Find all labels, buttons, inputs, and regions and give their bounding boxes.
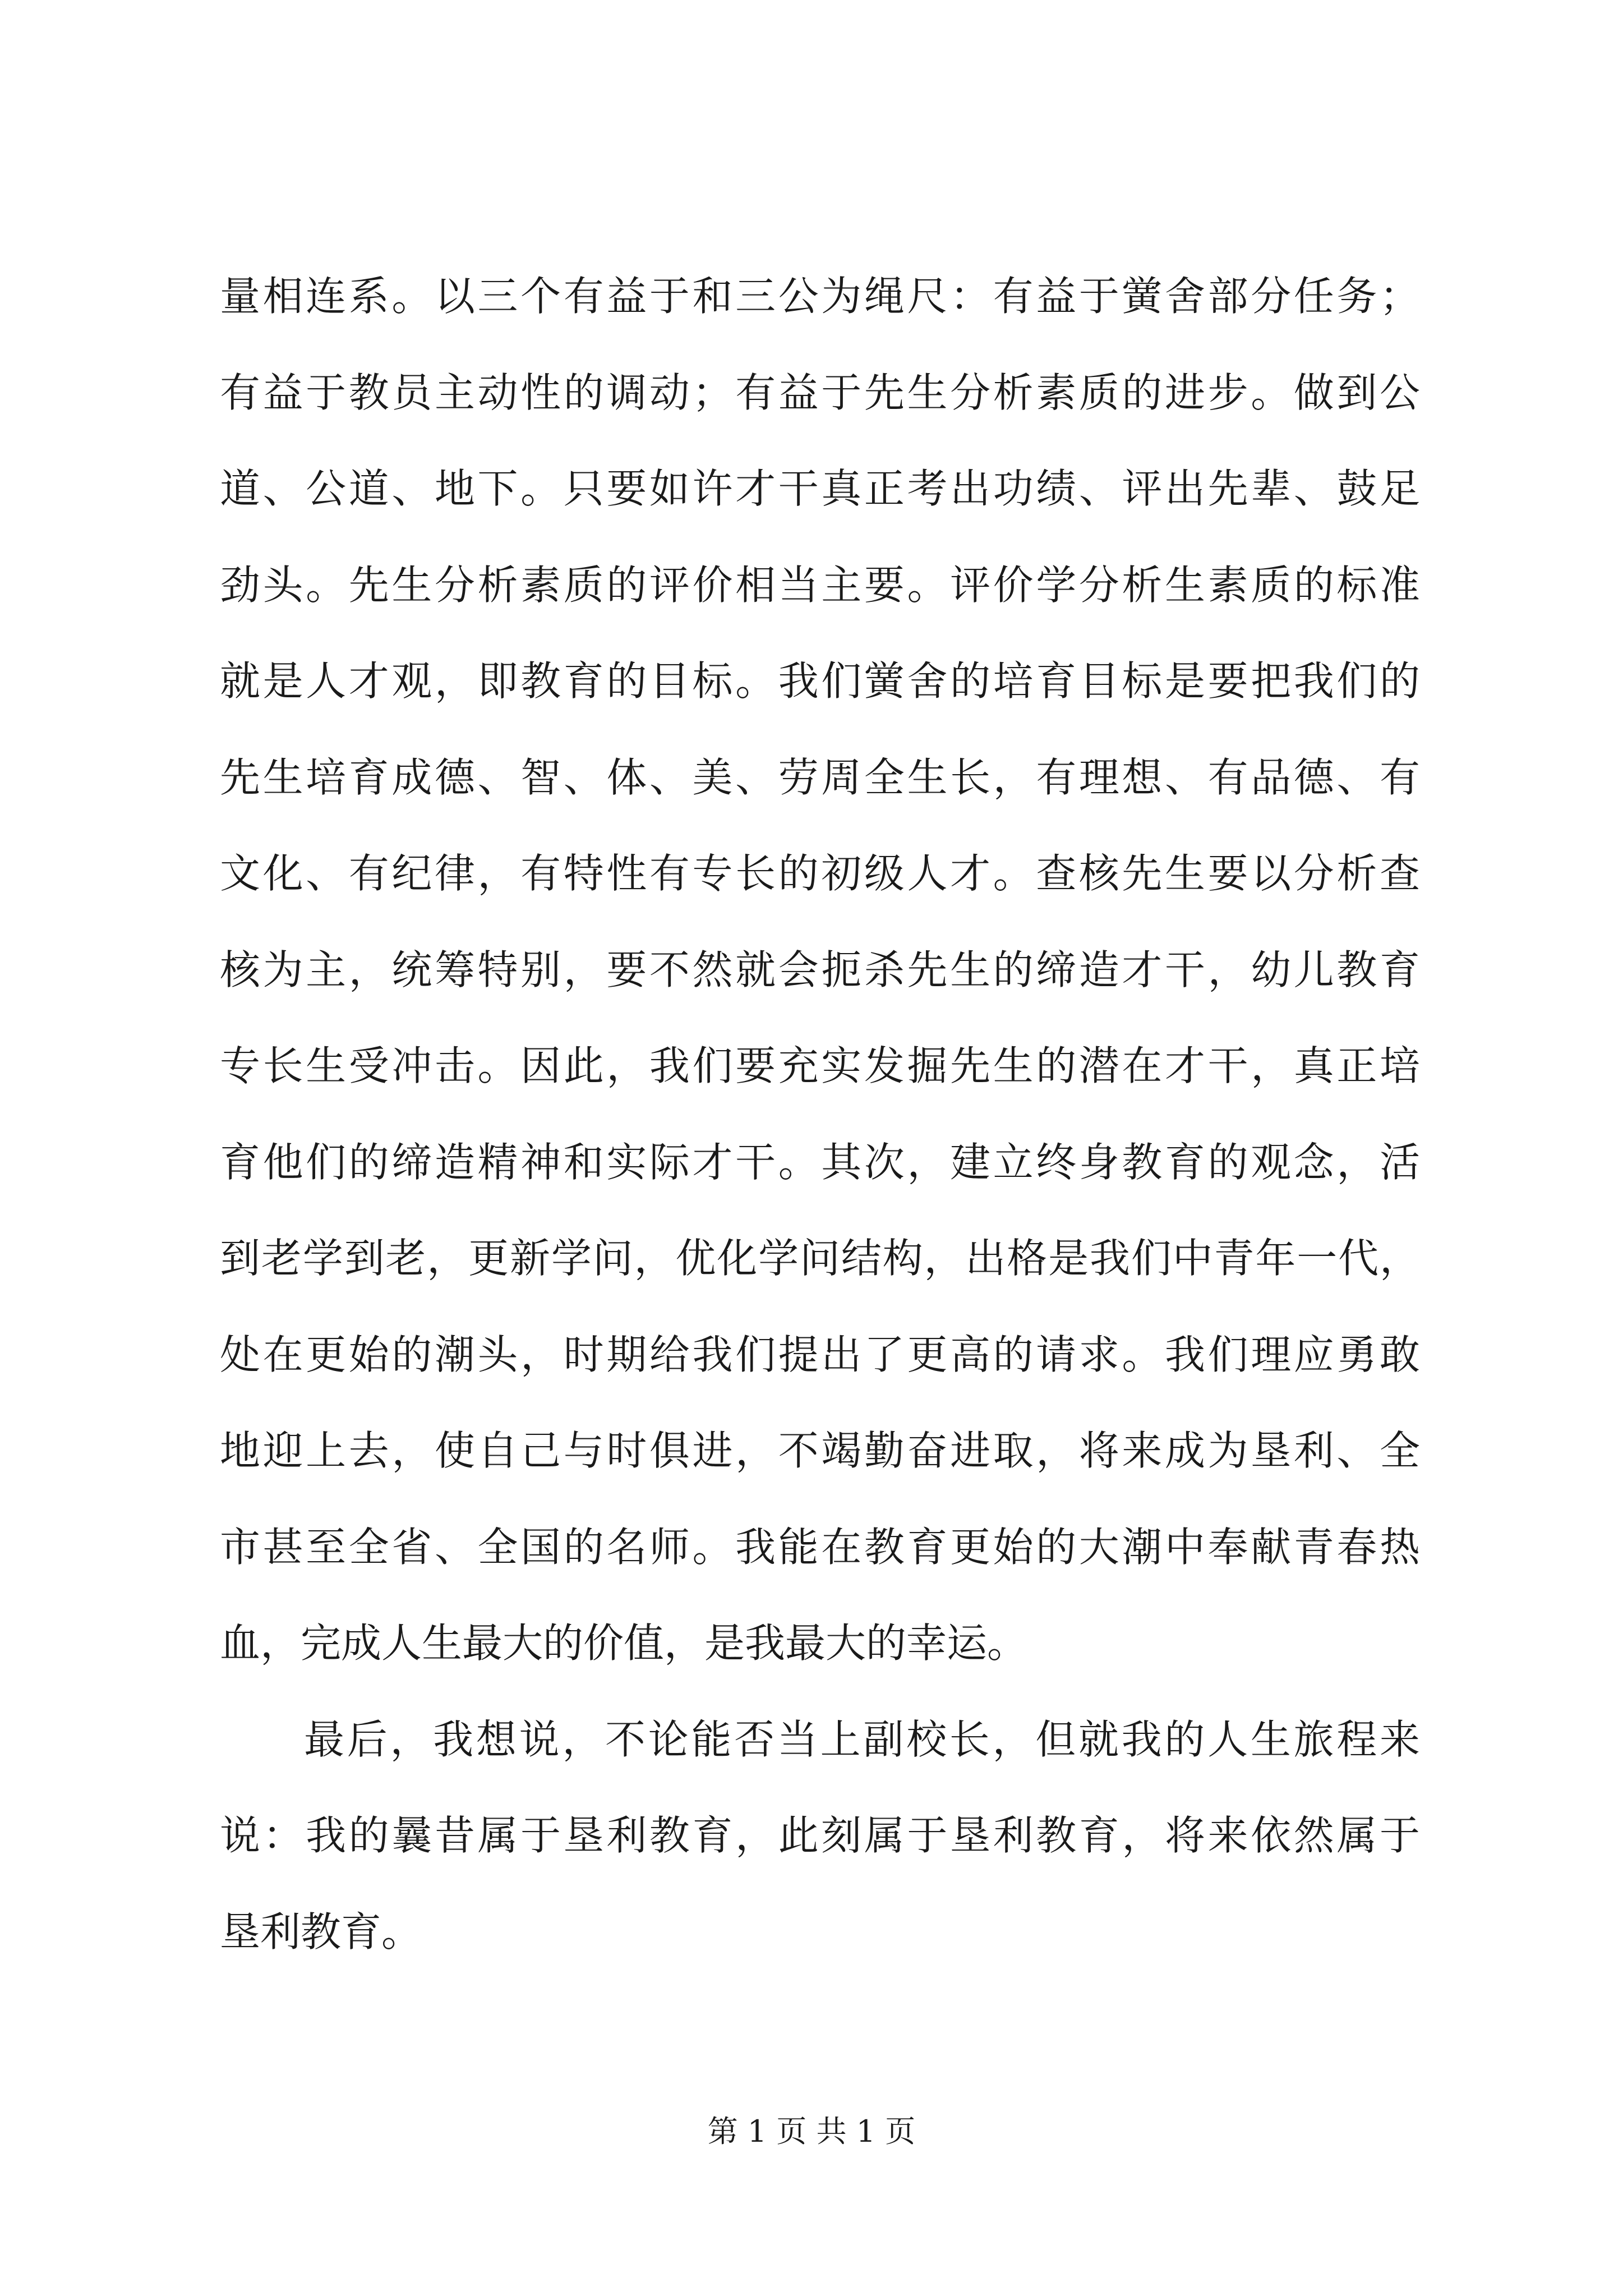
text-line: 到老学到老，更新学问，优化学问结构，出格是我们中青年一代，: [220, 1235, 1420, 1282]
text-line: 先生培育成德、智、体、美、劳周全生长，有理想、有品德、有: [220, 753, 1420, 801]
text-line: 地迎上去，使自己与时俱进，不竭勤奋进取，将来成为垦利、全: [220, 1427, 1420, 1474]
text-line: 有益于教员主动性的调动；有益于先生分析素质的进步。做到公: [220, 369, 1420, 416]
document-body: [220, 249, 1420, 1980]
paragraph-first-line: 最后，我想说，不论能否当上副校长，但就我的人生旅程来: [304, 1715, 1420, 1763]
text-line: 劲头。先生分析素质的评价相当主要。评价学分析生素质的标准: [220, 561, 1420, 609]
text-line: 育他们的缔造精神和实际才干。其次，建立终身教育的观念，活: [220, 1138, 1420, 1186]
page-footer: 第 1 页 共 1 页: [707, 2114, 916, 2149]
text-line: 专长生受冲击。因此，我们要充实发掘先生的潜在才干，真正培: [220, 1042, 1420, 1089]
text-line: 血，完成人生最大的价值，是我最大的幸运。: [220, 1619, 1028, 1667]
text-line: 量相连系。以三个有益于和三公为绳尺：有益于黉舍部分任务；: [220, 273, 1420, 320]
text-line: 处在更始的潮头，时期给我们提出了更高的请求。我们理应勇敢: [220, 1331, 1420, 1378]
text-line: 核为主，统筹特别，要不然就会扼杀先生的缔造才干，幼儿教育: [220, 946, 1420, 993]
text-line: 文化、有纪律，有特性有专长的初级人才。查核先生要以分析查: [220, 850, 1420, 897]
text-line: 说：我的曩昔属于垦利教育，此刻属于垦利教育，将来依然属于: [220, 1812, 1420, 1859]
text-line: 垦利教育。: [220, 1908, 422, 1955]
text-line: 道、公道、地下。只要如许才干真正考出功绩、评出先辈、鼓足: [220, 465, 1420, 512]
text-line: 市甚至全省、全国的名师。我能在教育更始的大潮中奉献青春热: [220, 1523, 1420, 1571]
text-line: 就是人才观，即教育的目标。我们黉舍的培育目标是要把我们的: [220, 657, 1420, 705]
